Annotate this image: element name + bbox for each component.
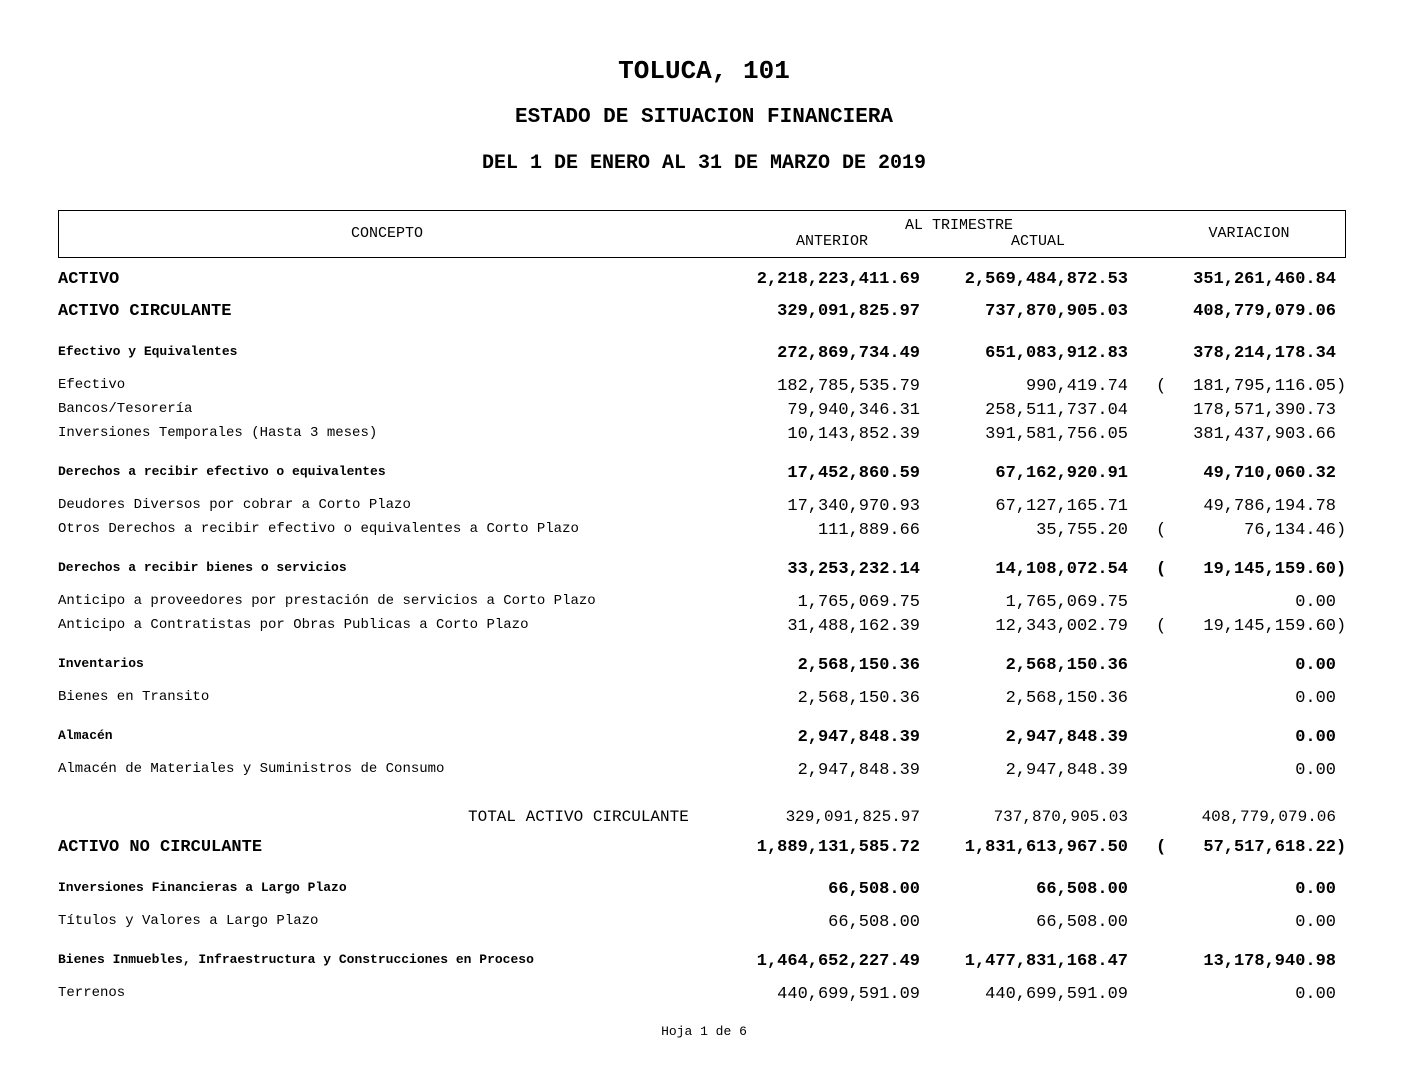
row-variacion: 0.00	[1295, 880, 1336, 899]
row-actual: 2,569,484,872.53	[964, 270, 1128, 289]
negative-open-paren: (	[1156, 560, 1167, 579]
column-group-trimestre: AL TRIMESTRE	[904, 217, 1014, 234]
row-label: Anticipo a Contratistas por Obras Publicas a Corto Plazo	[58, 617, 529, 633]
row-label: Inversiones Financieras a Largo Plazo	[58, 880, 347, 895]
row-variacion: 19,145,159.60	[1203, 617, 1336, 636]
row-variacion: 19,145,159.60	[1203, 560, 1336, 579]
row-anterior: 329,091,825.97	[785, 808, 920, 826]
row-actual: 391,581,756.05	[985, 425, 1128, 444]
row-variacion: 408,779,079.06	[1201, 808, 1336, 826]
report-period: DEL 1 DE ENERO AL 31 DE MARZO DE 2019	[481, 152, 927, 175]
row-anterior: 17,452,860.59	[787, 464, 920, 483]
row-label: Anticipo a proveedores por prestación de servicios a Corto Plazo	[58, 593, 596, 609]
row-anterior: 111,889.66	[817, 521, 920, 540]
table-header	[58, 210, 1346, 258]
row-label: Almacén de Materiales y Suministros de Consumo	[58, 761, 445, 777]
row-variacion: 408,779,079.06	[1193, 302, 1336, 321]
row-anterior: 1,765,069.75	[797, 593, 920, 612]
report-subtitle: ESTADO DE SITUACION FINANCIERA	[514, 106, 894, 129]
row-anterior: 31,488,162.39	[787, 617, 920, 636]
row-anterior: 1,464,652,227.49	[756, 952, 920, 971]
row-actual: 737,870,905.03	[993, 808, 1128, 826]
negative-close-paren: )	[1336, 521, 1347, 540]
row-variacion: 13,178,940.98	[1203, 952, 1336, 971]
negative-open-paren: (	[1156, 838, 1167, 857]
row-actual: 12,343,002.79	[995, 617, 1128, 636]
page-number: Hoja 1 de 6	[661, 1024, 747, 1039]
negative-close-paren: )	[1336, 838, 1347, 857]
row-anterior: 10,143,852.39	[787, 425, 920, 444]
negative-open-paren: (	[1156, 377, 1167, 396]
row-anterior: 2,947,848.39	[797, 728, 920, 747]
row-actual: 2,568,150.36	[1005, 689, 1128, 708]
row-actual: 1,765,069.75	[1005, 593, 1128, 612]
row-actual: 35,755.20	[1036, 521, 1128, 540]
row-variacion: 381,437,903.66	[1193, 425, 1336, 444]
negative-close-paren: )	[1336, 377, 1347, 396]
row-actual: 440,699,591.09	[985, 985, 1128, 1004]
column-anterior: ANTERIOR	[795, 233, 868, 250]
row-variacion: 351,261,460.84	[1193, 270, 1336, 289]
row-label: Deudores Diversos por cobrar a Corto Plazo	[58, 497, 411, 513]
row-actual: 990,419.74	[1025, 377, 1128, 396]
row-label: Terrenos	[58, 985, 126, 1001]
row-variacion: 0.00	[1295, 593, 1336, 612]
row-label: Bancos/Tesorería	[58, 401, 193, 417]
row-variacion: 57,517,618.22	[1203, 838, 1336, 857]
row-actual: 2,947,848.39	[1005, 761, 1128, 780]
row-anterior: 329,091,825.97	[777, 302, 920, 321]
row-anterior: 33,253,232.14	[787, 560, 920, 579]
row-anterior: 66,508.00	[828, 913, 920, 932]
row-anterior: 17,340,970.93	[787, 497, 920, 516]
row-label: Otros Derechos a recibir efectivo o equivalentes a Corto Plazo	[58, 521, 579, 537]
row-label: Bienes Inmuebles, Infraestructura y Construcciones en Proceso	[58, 952, 534, 967]
row-variacion: 178,571,390.73	[1193, 401, 1336, 420]
row-variacion: 378,214,178.34	[1193, 344, 1336, 363]
row-variacion: 76,134.46	[1244, 521, 1336, 540]
row-variacion: 0.00	[1295, 728, 1336, 747]
row-anterior: 182,785,535.79	[777, 377, 920, 396]
negative-open-paren: (	[1156, 617, 1167, 636]
row-label: Efectivo	[58, 377, 126, 393]
row-anterior: 2,568,150.36	[797, 689, 920, 708]
row-anterior: 2,568,150.36	[797, 656, 920, 675]
column-variacion: VARIACION	[1208, 225, 1290, 242]
row-actual: 2,947,848.39	[1005, 728, 1128, 747]
row-label: TOTAL ACTIVO CIRCULANTE	[468, 808, 689, 826]
row-label: ACTIVO NO CIRCULANTE	[58, 838, 263, 857]
row-label: Almacén	[58, 728, 113, 743]
negative-open-paren: (	[1156, 521, 1167, 540]
row-label: Inventarios	[58, 656, 144, 671]
negative-close-paren: )	[1336, 617, 1347, 636]
row-actual: 14,108,072.54	[995, 560, 1128, 579]
row-variacion: 49,710,060.32	[1203, 464, 1336, 483]
row-label: Efectivo y Equivalentes	[58, 344, 238, 359]
row-anterior: 66,508.00	[828, 880, 920, 899]
column-actual: ACTUAL	[1010, 233, 1065, 250]
row-anterior: 272,869,734.49	[777, 344, 920, 363]
row-label: Derechos a recibir efectivo o equivalentes	[58, 464, 386, 479]
row-anterior: 440,699,591.09	[777, 985, 920, 1004]
row-actual: 66,508.00	[1036, 913, 1128, 932]
row-variacion: 181,795,116.05	[1193, 377, 1336, 396]
row-anterior: 1,889,131,585.72	[756, 838, 920, 857]
row-actual: 737,870,905.03	[985, 302, 1128, 321]
row-actual: 2,568,150.36	[1005, 656, 1128, 675]
row-variacion: 0.00	[1295, 761, 1336, 780]
negative-close-paren: )	[1336, 560, 1347, 579]
row-anterior: 2,947,848.39	[797, 761, 920, 780]
row-label: Derechos a recibir bienes o servicios	[58, 560, 347, 575]
row-label: ACTIVO CIRCULANTE	[58, 302, 232, 321]
row-variacion: 49,786,194.78	[1203, 497, 1336, 516]
column-concepto: CONCEPTO	[350, 225, 423, 242]
row-anterior: 79,940,346.31	[787, 401, 920, 420]
row-actual: 67,127,165.71	[995, 497, 1128, 516]
row-actual: 1,831,613,967.50	[964, 838, 1128, 857]
row-label: Títulos y Valores a Largo Plazo	[58, 913, 319, 929]
row-actual: 651,083,912.83	[985, 344, 1128, 363]
row-anterior: 2,218,223,411.69	[756, 270, 920, 289]
row-variacion: 0.00	[1295, 656, 1336, 675]
row-label: Bienes en Transito	[58, 689, 210, 705]
row-actual: 258,511,737.04	[985, 401, 1128, 420]
row-actual: 67,162,920.91	[995, 464, 1128, 483]
row-label: Inversiones Temporales (Hasta 3 meses)	[58, 425, 378, 441]
row-variacion: 0.00	[1295, 913, 1336, 932]
row-variacion: 0.00	[1295, 985, 1336, 1004]
row-variacion: 0.00	[1295, 689, 1336, 708]
report-title: TOLUCA, 101	[618, 56, 790, 86]
row-label: ACTIVO	[58, 270, 120, 289]
row-actual: 66,508.00	[1036, 880, 1128, 899]
row-actual: 1,477,831,168.47	[964, 952, 1128, 971]
